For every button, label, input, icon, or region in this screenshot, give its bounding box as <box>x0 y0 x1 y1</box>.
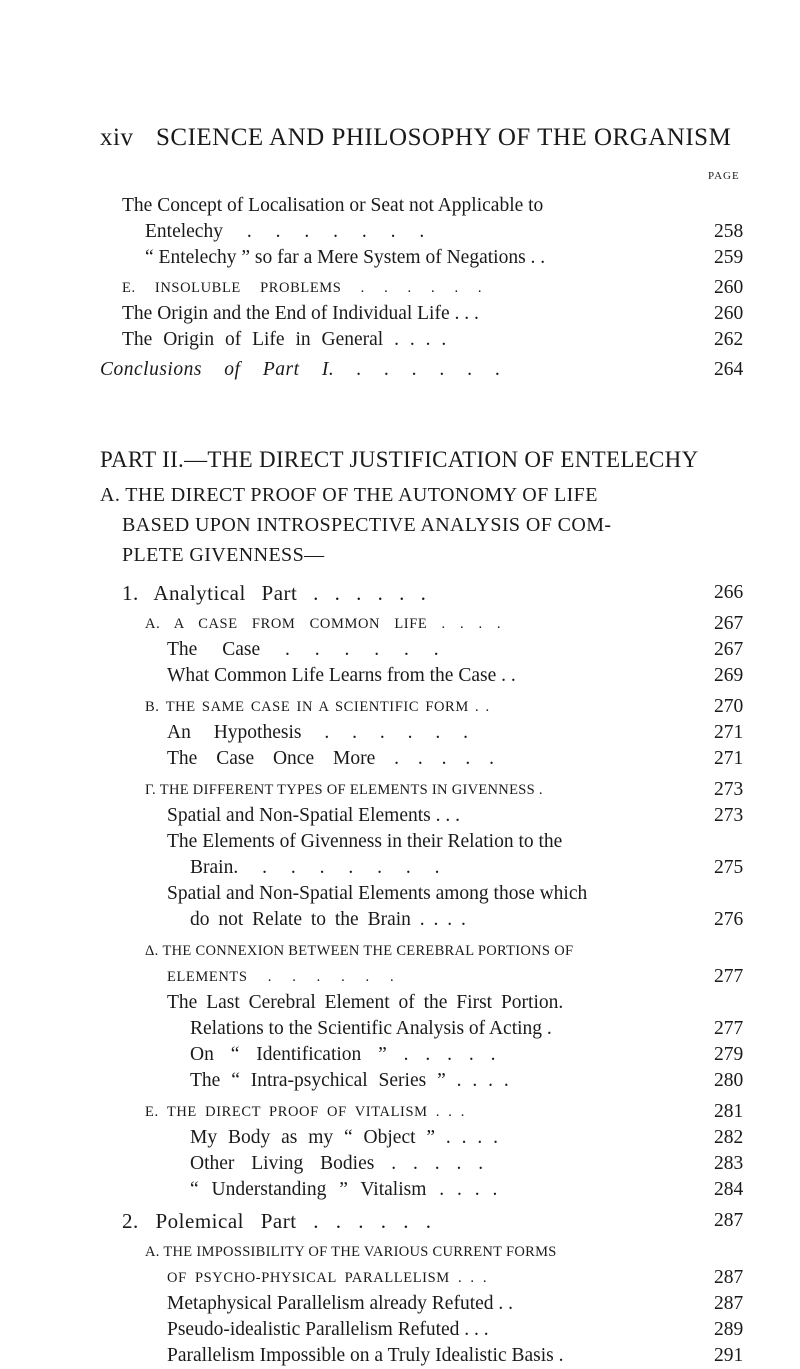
page-column-label: PAGE <box>708 170 740 182</box>
part-title: PART II.—THE DIRECT JUSTIFICATION OF ENTELECHY <box>100 447 699 472</box>
toc-entry: The Case . . . . . . 267 <box>167 639 744 660</box>
toc-line: The Origin of Life in General . . . . 262 <box>0 327 800 353</box>
toc-entry: On “ Identification ” . . . . . 279 <box>190 1044 744 1065</box>
toc-entry: Brain. . . . . . . . 275 <box>190 857 744 878</box>
toc-entry: Γ. THE DIFFERENT TYPES OF ELEMENTS IN GIVENNESS . 273 <box>145 779 744 800</box>
page-ref: 264 <box>714 359 744 380</box>
page-number: xiv <box>100 124 134 151</box>
toc-line: The Concept of Localisation or Seat not Applicable to <box>122 195 544 216</box>
section-heading-a: A. THE DIRECT PROOF OF THE AUTONOMY OF LIFE BASED UPON INTROSPECTIVE ANALYSIS OF COM- PLETE GIVENNESS— <box>100 484 612 566</box>
toc-entry: The Case Once More . . . . . 271 <box>167 748 744 769</box>
toc-entry: Δ. THE CONNEXION BETWEEN THE CEREBRAL PORTIONS OF <box>145 943 574 959</box>
toc-line: The Origin and the End of Individual Life . . . 260 <box>0 301 800 327</box>
toc-entry: “ Understanding ” Vitalism . . . . 284 <box>190 1179 744 1200</box>
toc-line: Entelechy . . . . . . . 258 <box>0 219 800 245</box>
toc-entry: Relations to the Scientific Analysis of Acting . 277 <box>190 1018 744 1039</box>
toc-entry: ELEMENTS . . . . . . 277 <box>167 966 744 987</box>
toc-entry: Spatial and Non-Spatial Elements among those which <box>167 883 588 904</box>
toc-entry: OF PSYCHO-PHYSICAL PARALLELISM . . . 287 <box>167 1267 744 1288</box>
toc-entry: Ε. THE DIRECT PROOF OF VITALISM . . . 281 <box>145 1101 744 1122</box>
toc-entry: Parallelism Impossible on a Truly Idealistic Basis . 291 <box>167 1345 744 1366</box>
toc-line: “ Entelechy ” so far a Mere System of Negations . . 259 <box>0 245 800 271</box>
toc-entry: Other Living Bodies . . . . . 283 <box>190 1153 744 1174</box>
toc-entry: My Body as my “ Object ” . . . . 282 <box>190 1127 744 1148</box>
page-ref: 258 <box>714 221 744 242</box>
page-ref: 260 <box>714 303 744 324</box>
toc-entry: What Common Life Learns from the Case . . 269 <box>167 665 744 686</box>
toc-conclusions: Conclusions of Part I. . . . . . . 264 <box>0 357 800 383</box>
page-ref: 262 <box>714 329 744 350</box>
toc-entry: 2. Polemical Part . . . . . . 287 <box>122 1209 744 1233</box>
toc-entry: An Hypothesis . . . . . . 271 <box>167 722 744 743</box>
page-ref: 259 <box>714 247 744 268</box>
toc-entry: Pseudo-idealistic Parallelism Refuted . . . 289 <box>167 1319 744 1340</box>
toc-entry: Β. THE SAME CASE IN A SCIENTIFIC FORM . . 270 <box>145 696 744 717</box>
page-ref: 260 <box>714 277 744 298</box>
toc-entry: do not Relate to the Brain . . . . 276 <box>190 909 744 930</box>
toc-section: E. INSOLUBLE PROBLEMS . . . . . . 260 <box>0 275 800 301</box>
toc-entry: A. A CASE FROM COMMON LIFE . . . . 267 <box>145 613 744 634</box>
toc-entry: The Last Cerebral Element of the First Portion. <box>167 992 564 1013</box>
running-header <box>100 124 730 152</box>
book-title: SCIENCE AND PHILOSOPHY OF THE ORGANISM <box>156 124 732 151</box>
toc-entry: Spatial and Non-Spatial Elements . . . 273 <box>167 805 744 826</box>
toc-entry: The “ Intra-psychical Series ” . . . . 280 <box>190 1070 744 1091</box>
toc-entry: A. THE IMPOSSIBILITY OF THE VARIOUS CURRENT FORMS <box>145 1244 557 1260</box>
toc-entry: 1. Analytical Part . . . . . . 266 <box>122 581 744 605</box>
toc-entry: The Elements of Givenness in their Relation to the <box>167 831 563 852</box>
toc-entry: Metaphysical Parallelism already Refuted . . 287 <box>167 1293 744 1314</box>
